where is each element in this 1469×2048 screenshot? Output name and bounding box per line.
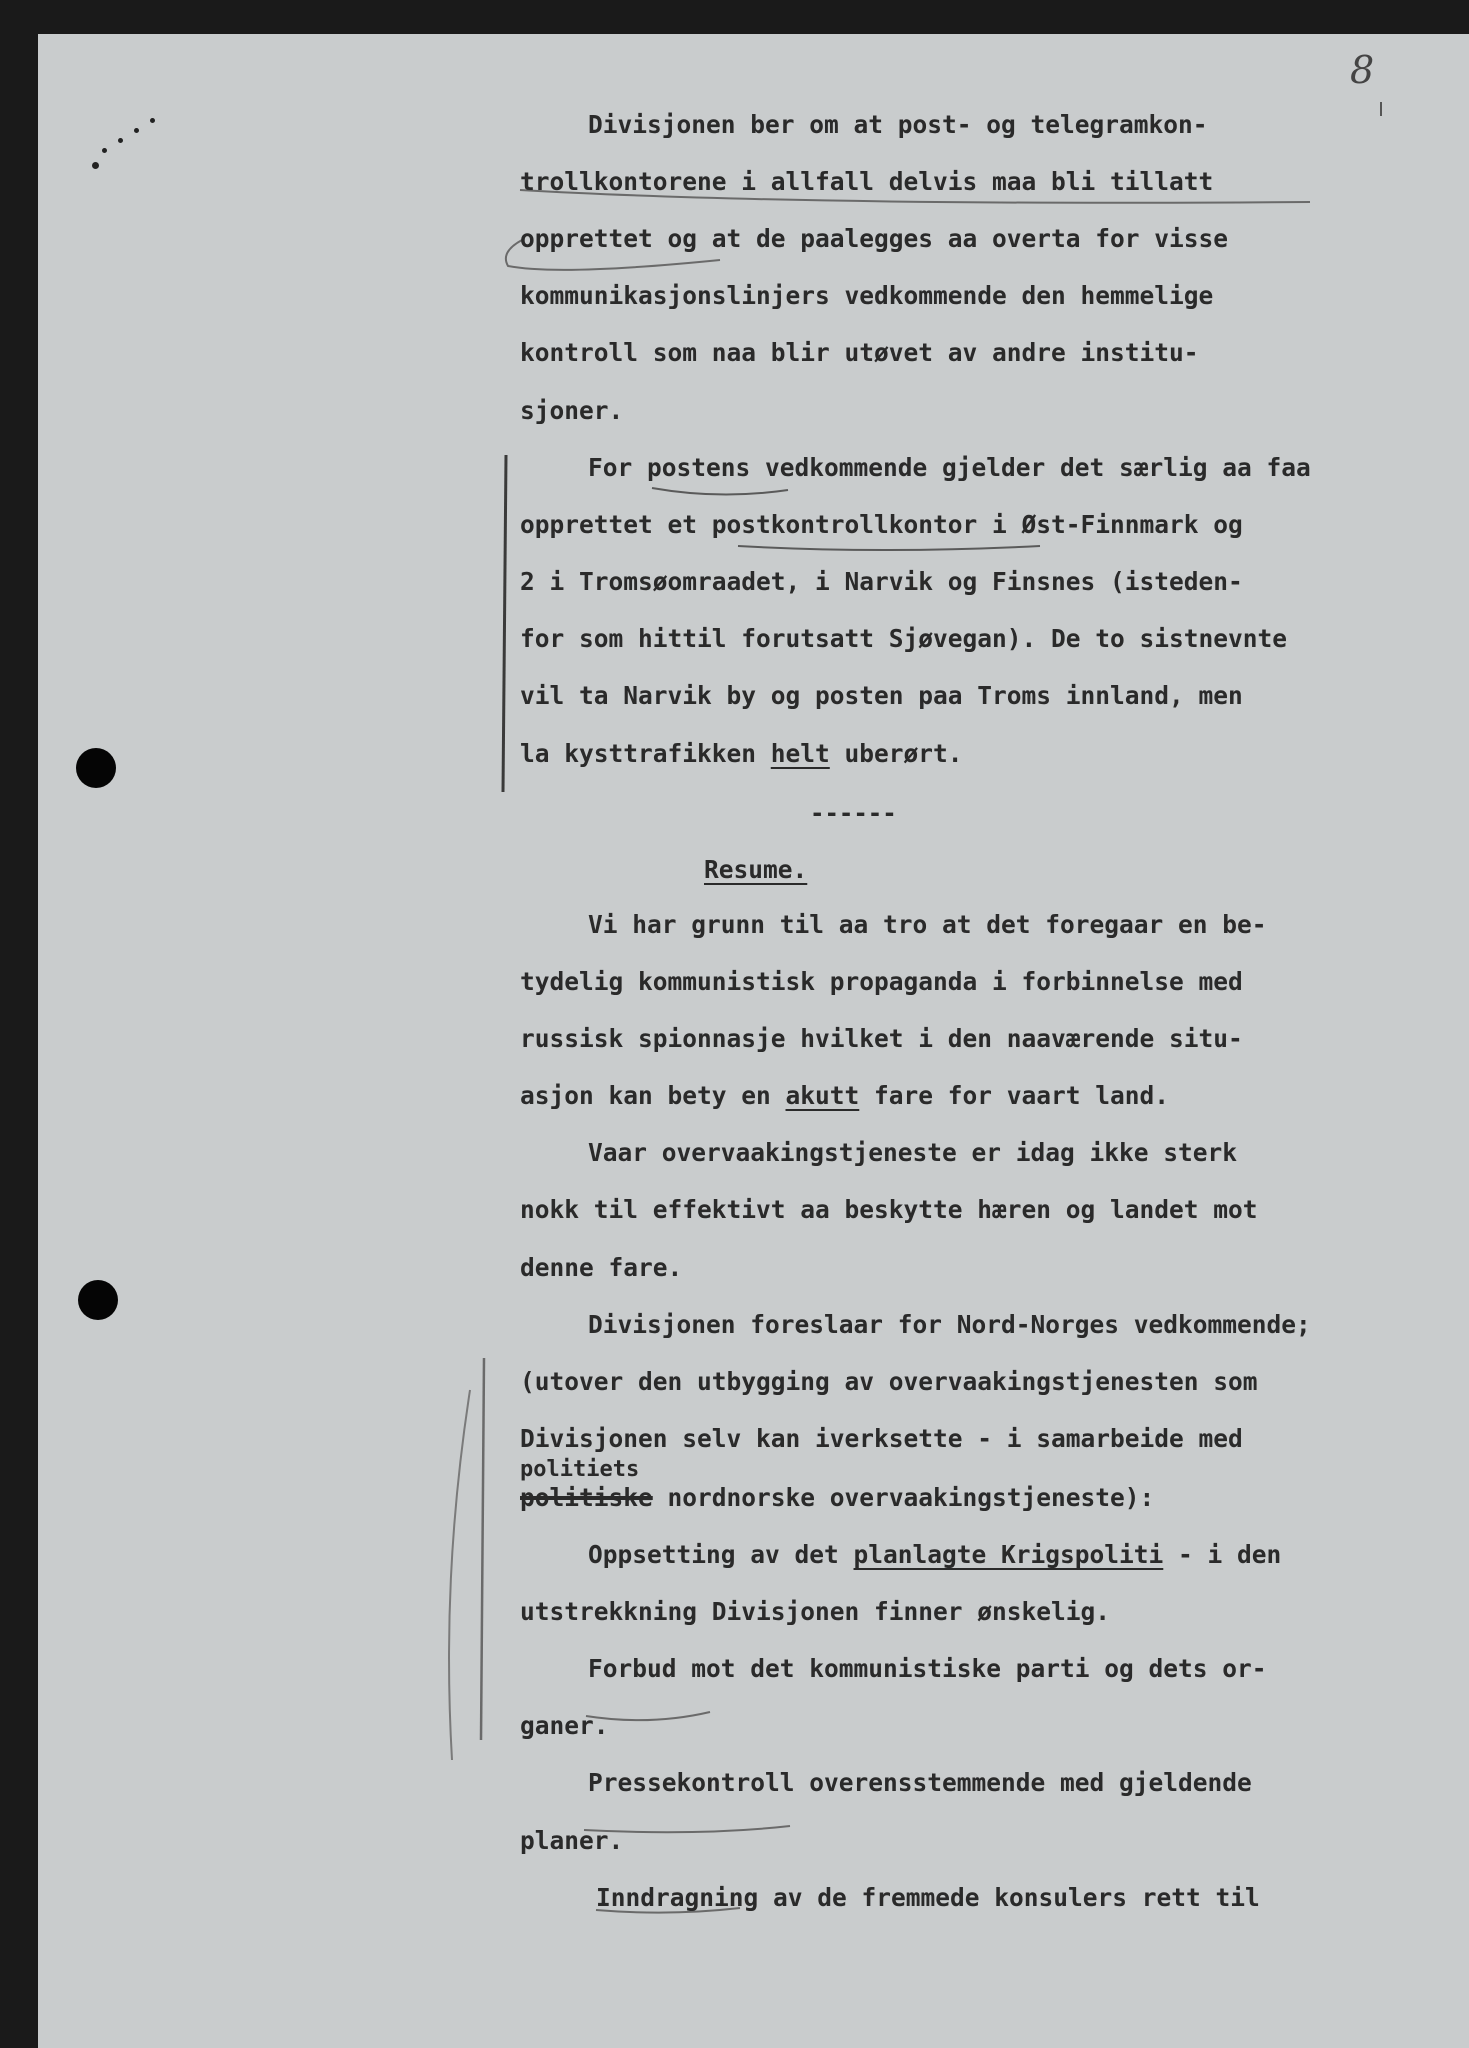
text-line: utstrekkning Divisjonen finner ønskelig. [520,1597,1111,1626]
text-line: for som hittil forutsatt Sjøvegan). De to sistnevnte [520,624,1288,653]
underlined-phrase: planlagte Krigspoliti [853,1540,1164,1569]
text-line: kommunikasjonslinjers vedkommende den hemmelige [520,281,1214,310]
underlined-word: akutt [785,1081,860,1110]
text-line: kontroll som naa blir utøvet av andre institu- [520,338,1199,367]
text-line: nokk til effektivt aa beskytte hæren og landet mot [520,1195,1258,1224]
underlined-word: helt [770,739,830,768]
margin-bar-2 [481,1358,484,1740]
text-line [596,1883,1260,1912]
text-line: sjoner. [520,396,624,425]
margin-stroke [449,1390,470,1760]
inserted-word: politiets [520,1457,640,1482]
struck-word: politiske [520,1483,653,1512]
text-segment: av de fremmede konsulers rett til [758,1883,1260,1912]
text-segment: asjon kan bety en [520,1081,786,1110]
text-line: Vaar overvaakingstjeneste er idag ikke sterk [588,1138,1238,1167]
text-segment: Oppsetting av det [588,1540,854,1569]
text-line: opprettet og at de paalegges aa overta for visse [520,224,1229,253]
text-segment: uberørt. [829,739,963,768]
text-line: opprettet et postkontrollkontor i Øst-Finnmark og [520,510,1243,539]
text-line: tydelig kommunistisk propaganda i forbinnelse med [520,967,1243,996]
text-line: russisk spionnasje hvilket i den naaværende situ- [520,1024,1243,1053]
text-line [588,1540,1281,1569]
text-segment: nordnorske overvaakingstjeneste): [652,1483,1155,1512]
text-line: trollkontorene i allfall delvis maa bli tillatt [520,167,1214,196]
section-heading: Resume. [704,855,808,884]
text-line: vil ta Narvik by og posten paa Troms innland, men [520,681,1243,710]
text-line: ganer. [520,1711,609,1740]
text-line: Divisjonen foreslaar for Nord-Norges vedkommende; [588,1310,1311,1339]
text-segment: fare for vaart land. [859,1081,1170,1110]
text-segment: mot det kommunistiske parti og dets or- [676,1654,1267,1683]
page-number: 8 [1350,48,1375,92]
text-line: Divisjonen selv kan iverksette - i samarbeide med [520,1424,1243,1453]
text-line [588,1768,1252,1797]
text-line: (utover den utbygging av overvaakingstjenesten som [520,1367,1258,1396]
text-line [520,1081,1169,1110]
text-line: planer. [520,1826,624,1855]
text-segment: overensstemmende med gjeldende [794,1768,1252,1797]
text-line: Divisjonen ber om at post- og telegramkon- [588,110,1208,139]
text-line: For postens vedkommende gjelder det særlig aa faa [588,453,1311,482]
text-line: denne fare. [520,1253,683,1282]
text-line [588,1654,1267,1683]
section-separator: ------ [810,799,897,827]
text-segment: la kysttrafikken [520,739,771,768]
text-line: Vi har grunn til aa tro at det foregaar en be- [588,910,1267,939]
text-line: 2 i Tromsøomraadet, i Narvik og Finsnes (isteden- [520,567,1243,596]
text-segment: Forbud [588,1654,677,1683]
text-segment: - i den [1163,1540,1282,1569]
text-segment: Inndragning [596,1883,759,1912]
text-segment: Pressekontroll [588,1768,795,1797]
text-line [520,739,963,768]
text-line [520,1483,1154,1512]
